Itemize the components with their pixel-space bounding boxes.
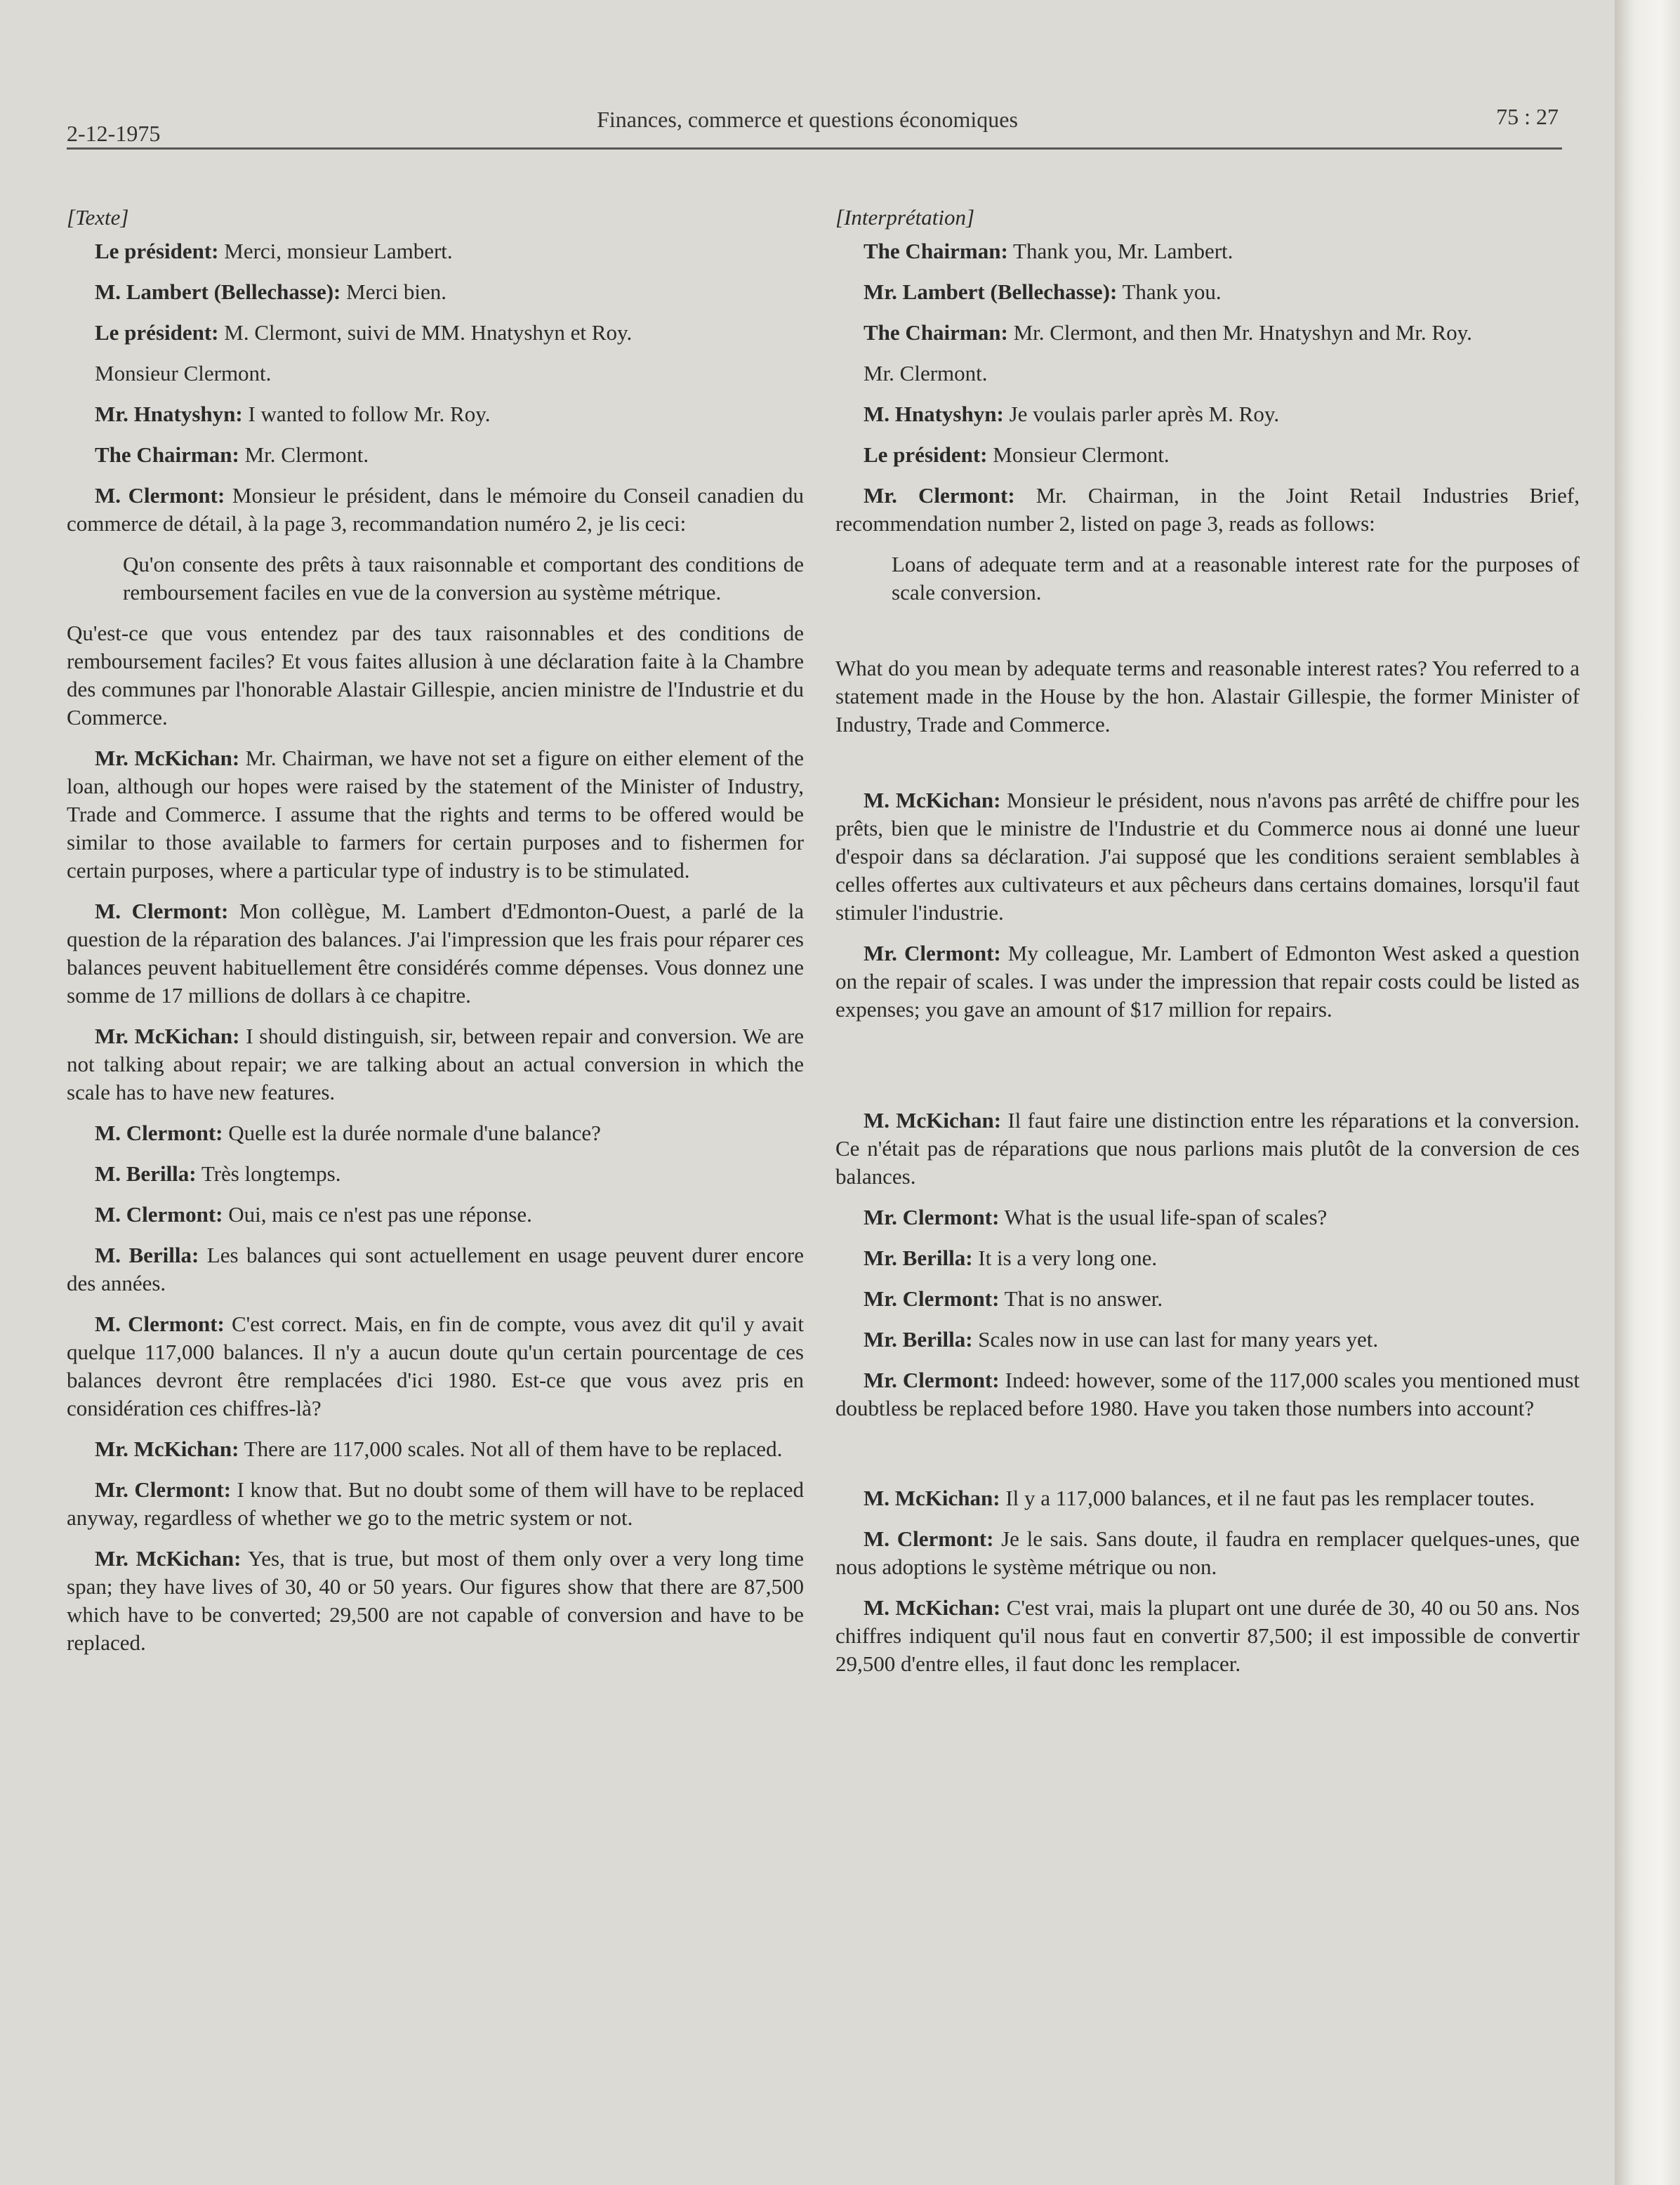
speech: Oui, mais ce n'est pas une réponse. [223, 1202, 532, 1227]
speech: Il y a 117,000 balances, et il ne faut pas les remplacer toutes. [1000, 1486, 1535, 1510]
paragraph [835, 1203, 1580, 1232]
speaker: Mr. McKichan: [95, 746, 240, 770]
speech: What is the usual life-span of scales? [999, 1205, 1328, 1229]
speech: Je voulais parler après M. Roy. [1003, 402, 1280, 426]
speech: It is a very long one. [972, 1246, 1158, 1270]
paragraph [835, 1594, 1580, 1678]
speech: Très longtemps. [196, 1161, 341, 1186]
paragraph [67, 1310, 804, 1422]
speaker: M. Clermont: [95, 1312, 225, 1336]
paragraph [835, 1326, 1580, 1354]
paragraph [67, 319, 804, 347]
paragraph [835, 359, 1580, 388]
speaker: M. McKichan: [864, 1486, 1000, 1510]
paragraph [835, 400, 1580, 428]
speech: Mr. Clermont. [239, 442, 369, 467]
header-date: 2-12-1975 [67, 121, 161, 146]
paragraph [67, 1160, 804, 1188]
speech: Mon collègue, M. Lambert d'Edmonton-Ouest, a parlé de la question de la réparation des balances. J'ai l'impression que les frais pour réparer ces balances peuvent habituellement être considérés comme dépenses. Vous donnez une somme de 17 millions de dollars à ce chapitre. [67, 899, 804, 1008]
paragraph [835, 1525, 1580, 1581]
speaker: Mr. McKichan: [95, 1546, 242, 1571]
spacer [835, 619, 1580, 654]
speaker: Mr. Clermont: [864, 1286, 1000, 1311]
speaker: M. Clermont: [95, 899, 229, 923]
speech: Merci bien. [340, 279, 447, 304]
speech: Merci, monsieur Lambert. [218, 239, 453, 263]
speech: Yes, that is true, but most of them only over a very long time span; they have lives of 30, 40 or 50 years. Our figures show that there are 87,500 which have to be converted; 29,500 are not capable of conversion and have to be replaced. [67, 1546, 804, 1655]
paragraph [67, 1476, 804, 1532]
speech: I know that. But no doubt some of them will have to be replaced anyway, regardless of whether we go to the metric system or not. [67, 1477, 804, 1530]
speaker: Mr. Lambert (Bellechasse): [864, 279, 1118, 304]
speech: C'est correct. Mais, en fin de compte, vous avez dit qu'il y avait quelque 117,000 balances. Il n'y a aucun doute qu'un certain pourcentage de ces balances devront être remplacées d'ici 1980. Est-ce que vous avez pris en considération ces chiffres-là? [67, 1312, 804, 1420]
speech: I should distinguish, sir, between repair and conversion. We are not talking about repair; we are talking about an actual conversion in which the scale has to have new features. [67, 1024, 804, 1104]
speech: I wanted to follow Mr. Roy. [242, 402, 491, 426]
speaker: M. Berilla: [95, 1243, 199, 1267]
speech: Mr. Clermont. [864, 361, 988, 385]
paragraph [835, 319, 1580, 347]
paragraph [67, 1241, 804, 1298]
speech: Quelle est la durée normale d'une balance? [223, 1121, 601, 1145]
header-title: Finances, commerce et questions économiques [597, 107, 1018, 132]
speaker: Mr. McKichan: [95, 1437, 239, 1461]
speaker: Le président: [864, 442, 988, 467]
paragraph [67, 278, 804, 306]
speech: Il faut faire une distinction entre les réparations et la conversion. Ce n'était pas de réparations que nous parlions mais plutôt de la conversion de ces balances. [835, 1108, 1580, 1189]
speaker: M. Berilla: [95, 1161, 197, 1186]
paragraph [67, 1201, 804, 1229]
speech: That is no answer. [999, 1286, 1163, 1311]
block-quote: Qu'on consente des prêts à taux raisonnable et comportant des conditions de remboursement faciles en vue de la conversion au système métrique. [123, 552, 804, 605]
speech: Mr. Chairman, we have not set a figure on either element of the loan, although our hopes were raised by the statement of the Minister of Industry, Trade and Commerce. I assume that the rights and terms to be offered would be similar to those available to farmers for certain purposes and to fishermen for certain purposes, where a particular type of industry is to be stimulated. [67, 746, 805, 883]
speaker: M. Clermont: [95, 483, 225, 508]
speaker: Mr. Clermont: [864, 1205, 1000, 1229]
speech: Scales now in use can last for many years yet. [972, 1327, 1379, 1352]
paragraph [835, 237, 1580, 265]
spacer [835, 1435, 1580, 1484]
speech: Je le sais. Sans doute, il faudra en remplacer quelques-unes, que nous adoptions le système métrique ou non. [835, 1526, 1580, 1579]
speaker: M. Lambert (Bellechasse): [95, 279, 341, 304]
speech: Les balances qui sont actuellement en usage peuvent durer encore des années. [67, 1243, 804, 1295]
paragraph [835, 1285, 1580, 1313]
speech: Mr. Chairman, in the Joint Retail Industries Brief, recommendation number 2, listed on page 3, reads as follows: [835, 483, 1580, 536]
paragraph [67, 400, 804, 428]
header-rule [67, 147, 1562, 150]
speech: There are 117,000 scales. Not all of them have to be replaced. [239, 1437, 783, 1461]
paragraph: Qu'est-ce que vous entendez par des taux raisonnables et des conditions de remboursement faciles? Et vous faites allusion à une déclaration faite à la Chambre des communes par l'honorable Alastair Gillespie, ancien ministre de l'Industrie et du Commerce. [67, 621, 804, 730]
paragraph [835, 1244, 1580, 1272]
speaker: M. McKichan: [864, 1595, 1001, 1620]
speaker: Mr. Hnatyshyn: [95, 402, 243, 426]
paragraph [67, 1022, 804, 1107]
section-label: [Texte] [67, 205, 129, 230]
speaker: M. Clermont: [864, 1526, 994, 1551]
paragraph [67, 897, 804, 1010]
paragraph [835, 1366, 1580, 1422]
paragraph [835, 441, 1580, 469]
speech: Indeed: however, some of the 117,000 scales you mentioned must doubtless be replaced before 1980. Have you taken those numbers into account? [835, 1368, 1580, 1420]
paragraph [835, 1107, 1580, 1191]
speaker: M. McKichan: [864, 1108, 1002, 1133]
speaker: The Chairman: [95, 442, 239, 467]
speaker: Mr. Clermont: [864, 1368, 1000, 1392]
paragraph: What do you mean by adequate terms and reasonable interest rates? You referred to a statement made in the House by the hon. Alastair Gillespie, the former Minister of Industry, Trade and Commerce. [835, 656, 1580, 737]
paragraph [835, 1484, 1580, 1512]
speech: Monsieur le président, nous n'avons pas arrêté de chiffre pour les prêts, bien que le ministre de l'Industrie et du Commerce nous ai donné une lueur d'espoir dans sa déclaration. J'ai supposé que les conditions seraient semblables à celles offertes aux cultivateurs et aux pêcheurs dans certains domaines, lorsqu'il faut stimuler l'industrie. [835, 788, 1580, 925]
spacer [835, 1036, 1580, 1107]
speech: Monsieur Clermont. [95, 361, 272, 385]
paragraph [67, 237, 804, 265]
speaker: Mr. Clermont: [864, 941, 1001, 965]
speaker: M. Clermont: [95, 1121, 223, 1145]
speaker: Mr. Clermont: [864, 483, 1015, 508]
paragraph [67, 1545, 804, 1657]
speech: Monsieur Clermont. [987, 442, 1170, 467]
speech: Monsieur le président, dans le mémoire du Conseil canadien du commerce de détail, à la page 3, recommandation numéro 2, je lis ceci: [67, 483, 804, 536]
speech: Thank you. [1117, 279, 1222, 304]
paragraph [835, 482, 1580, 538]
speaker: The Chairman: [864, 239, 1008, 263]
paragraph [835, 278, 1580, 306]
paragraph [67, 744, 804, 885]
speaker: Mr. Berilla: [864, 1246, 973, 1270]
speaker: Le président: [95, 320, 219, 345]
speaker: Le président: [95, 239, 219, 263]
paragraph [835, 786, 1580, 927]
speech: Mr. Clermont, and then Mr. Hnatyshyn and Mr. Roy. [1007, 320, 1472, 345]
block-quote: Loans of adequate term and at a reasonable interest rate for the purposes of scale conversion. [892, 552, 1580, 605]
speaker: M. Clermont: [95, 1202, 223, 1227]
book-page-edge [1615, 0, 1680, 2185]
header-page-number: 75 : 27 [1496, 104, 1559, 129]
speaker: M. Hnatyshyn: [864, 402, 1004, 426]
speaker: Mr. McKichan: [95, 1024, 240, 1048]
paragraph [835, 939, 1580, 1024]
left-column-french [67, 204, 804, 1670]
speaker: The Chairman: [864, 320, 1008, 345]
paragraph [67, 441, 804, 469]
right-column-english [835, 204, 1580, 1691]
speaker: Mr. Clermont: [95, 1477, 232, 1502]
paragraph [67, 1435, 804, 1463]
section-label: [Interprétation] [835, 205, 975, 230]
paragraph [67, 482, 804, 538]
speech: Thank you, Mr. Lambert. [1007, 239, 1233, 263]
speech: My colleague, Mr. Lambert of Edmonton West asked a question on the repair of scales. I was under the impression that repair costs could be listed as expenses; you gave an amount of $17 million for repairs. [835, 941, 1580, 1022]
paragraph [67, 1119, 804, 1147]
speaker: M. McKichan: [864, 788, 1001, 812]
spacer [835, 751, 1580, 786]
speech: M. Clermont, suivi de MM. Hnatyshyn et Roy. [218, 320, 633, 345]
speech: C'est vrai, mais la plupart ont une durée de 30, 40 ou 50 ans. Nos chiffres indiquent qu'il nous faut en convertir 87,500; il est impossible de convertir 29,500 d'entre elles, il faut donc les remplacer. [835, 1595, 1580, 1676]
paragraph [67, 359, 804, 388]
speaker: Mr. Berilla: [864, 1327, 973, 1352]
